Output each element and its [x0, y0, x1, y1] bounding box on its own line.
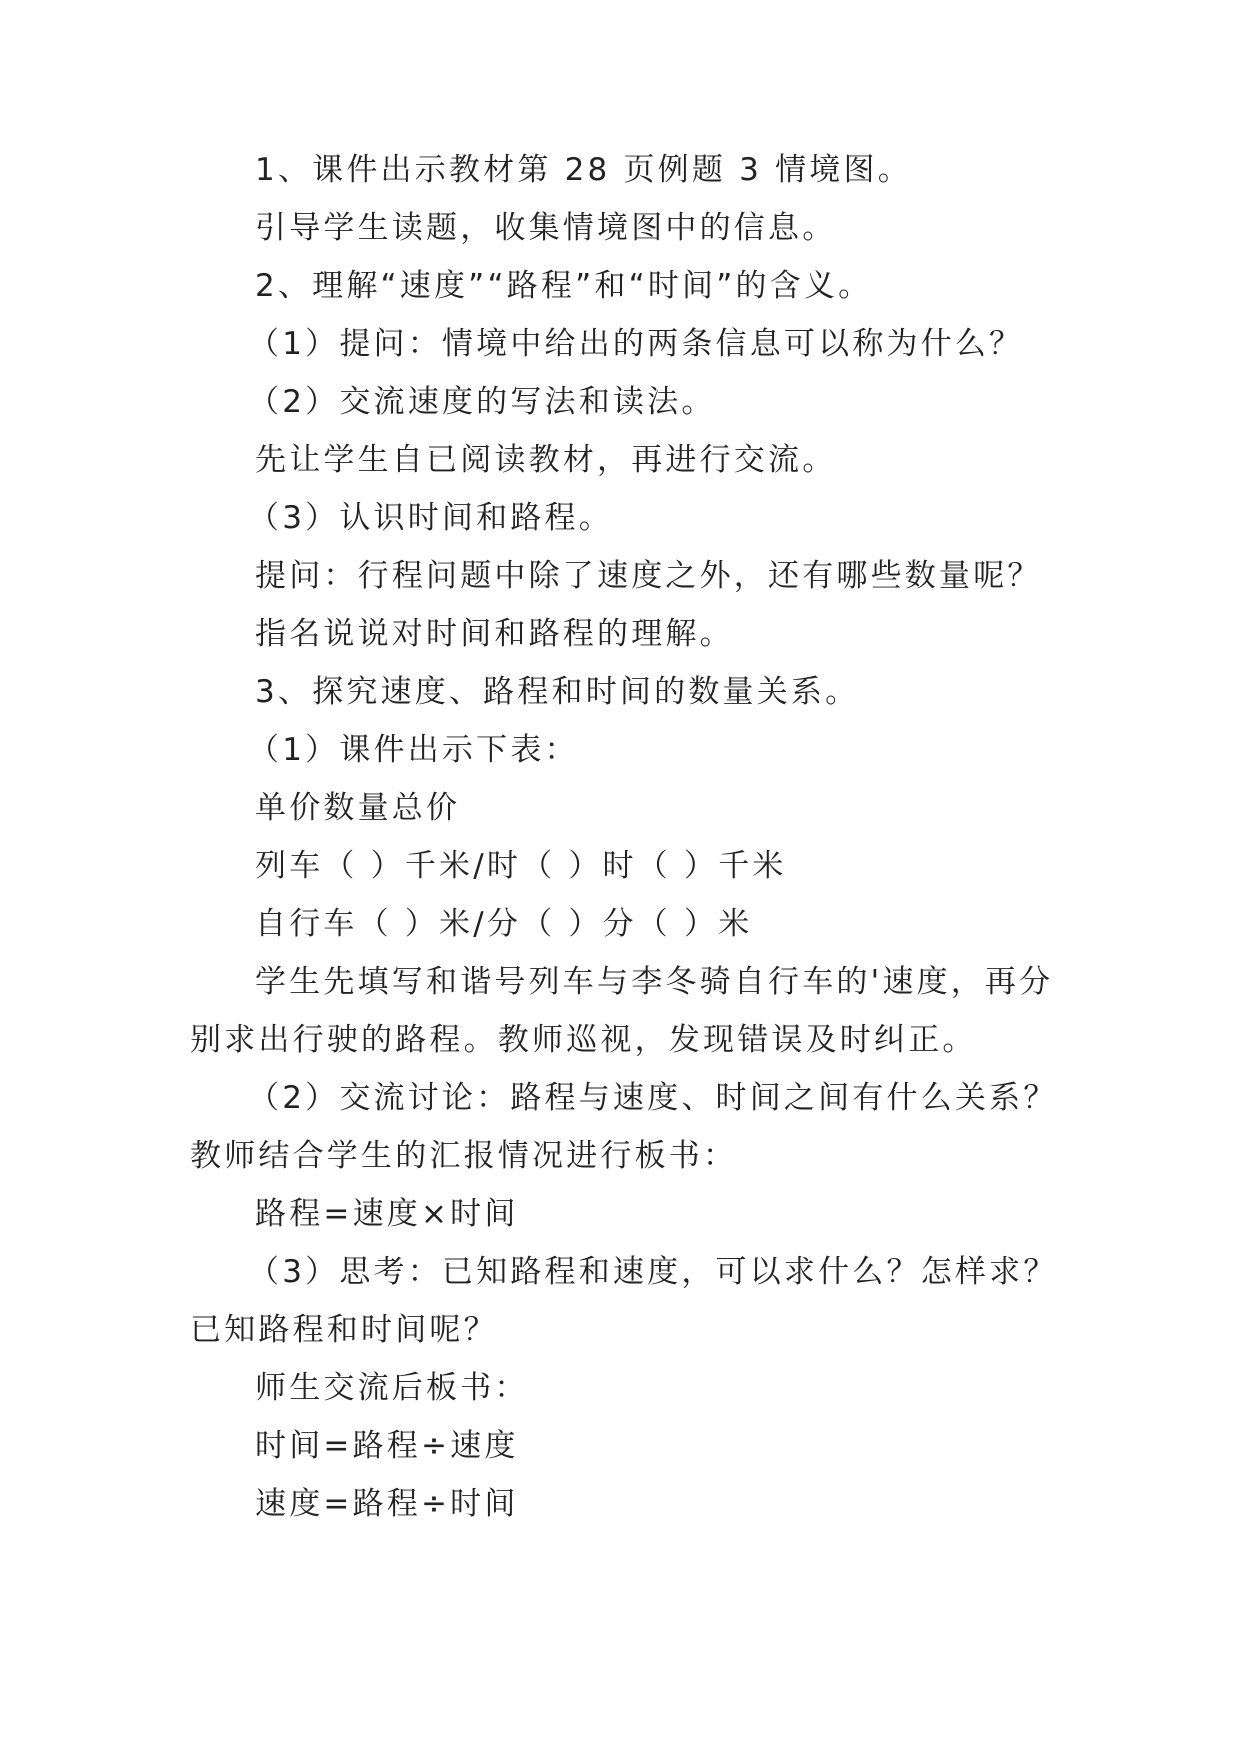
text-line: 1、课件出示教材第 28 页例题 3 情境图。: [255, 152, 912, 188]
text-line: 列车（ ）千米/时（ ）时（ ）千米: [255, 848, 787, 884]
text-line: （2）交流讨论：路程与速度、时间之间有什么关系？: [248, 1080, 1058, 1116]
text-line: （1）提问：情境中给出的两条信息可以称为什么？: [248, 326, 1024, 362]
text-line: 单价数量总价: [255, 790, 461, 826]
text-line: 2、理解“速度”“路程”和“时间”的含义。: [255, 268, 873, 304]
text-line: （1）课件出示下表：: [248, 732, 579, 768]
text-line: （3）认识时间和路程。: [248, 500, 613, 536]
text-line: （3）思考：已知路程和速度，可以求什么？怎样求？: [248, 1254, 1058, 1290]
text-line: 学生先填写和谐号列车与李冬骑自行车的'速度，再分: [255, 964, 1054, 1000]
text-line: 已知路程和时间呢？: [190, 1312, 498, 1348]
text-line: 速度=路程÷时间: [255, 1486, 519, 1522]
text-line: 先让学生自已阅读教材，再进行交流。: [255, 442, 837, 478]
text-line: 提问：行程问题中除了速度之外，还有哪些数量呢？: [255, 558, 1042, 594]
text-line: 教师结合学生的汇报情况进行板书：: [190, 1138, 738, 1174]
text-line: 指名说说对时间和路程的理解。: [255, 616, 734, 652]
text-line: 3、探究速度、路程和时间的数量关系。: [255, 674, 860, 710]
text-line: 别求出行驶的路程。教师巡视，发现错误及时纠正。: [190, 1022, 977, 1058]
text-line: 自行车（ ）米/分（ ）分（ ）米: [255, 906, 753, 942]
text-line: 师生交流后板书：: [255, 1370, 529, 1406]
text-line: 时间=路程÷速度: [255, 1428, 519, 1464]
text-line: 路程=速度×时间: [255, 1196, 519, 1232]
text-line: （2）交流速度的写法和读法。: [248, 384, 716, 420]
text-line: 引导学生读题，收集情境图中的信息。: [255, 210, 837, 246]
